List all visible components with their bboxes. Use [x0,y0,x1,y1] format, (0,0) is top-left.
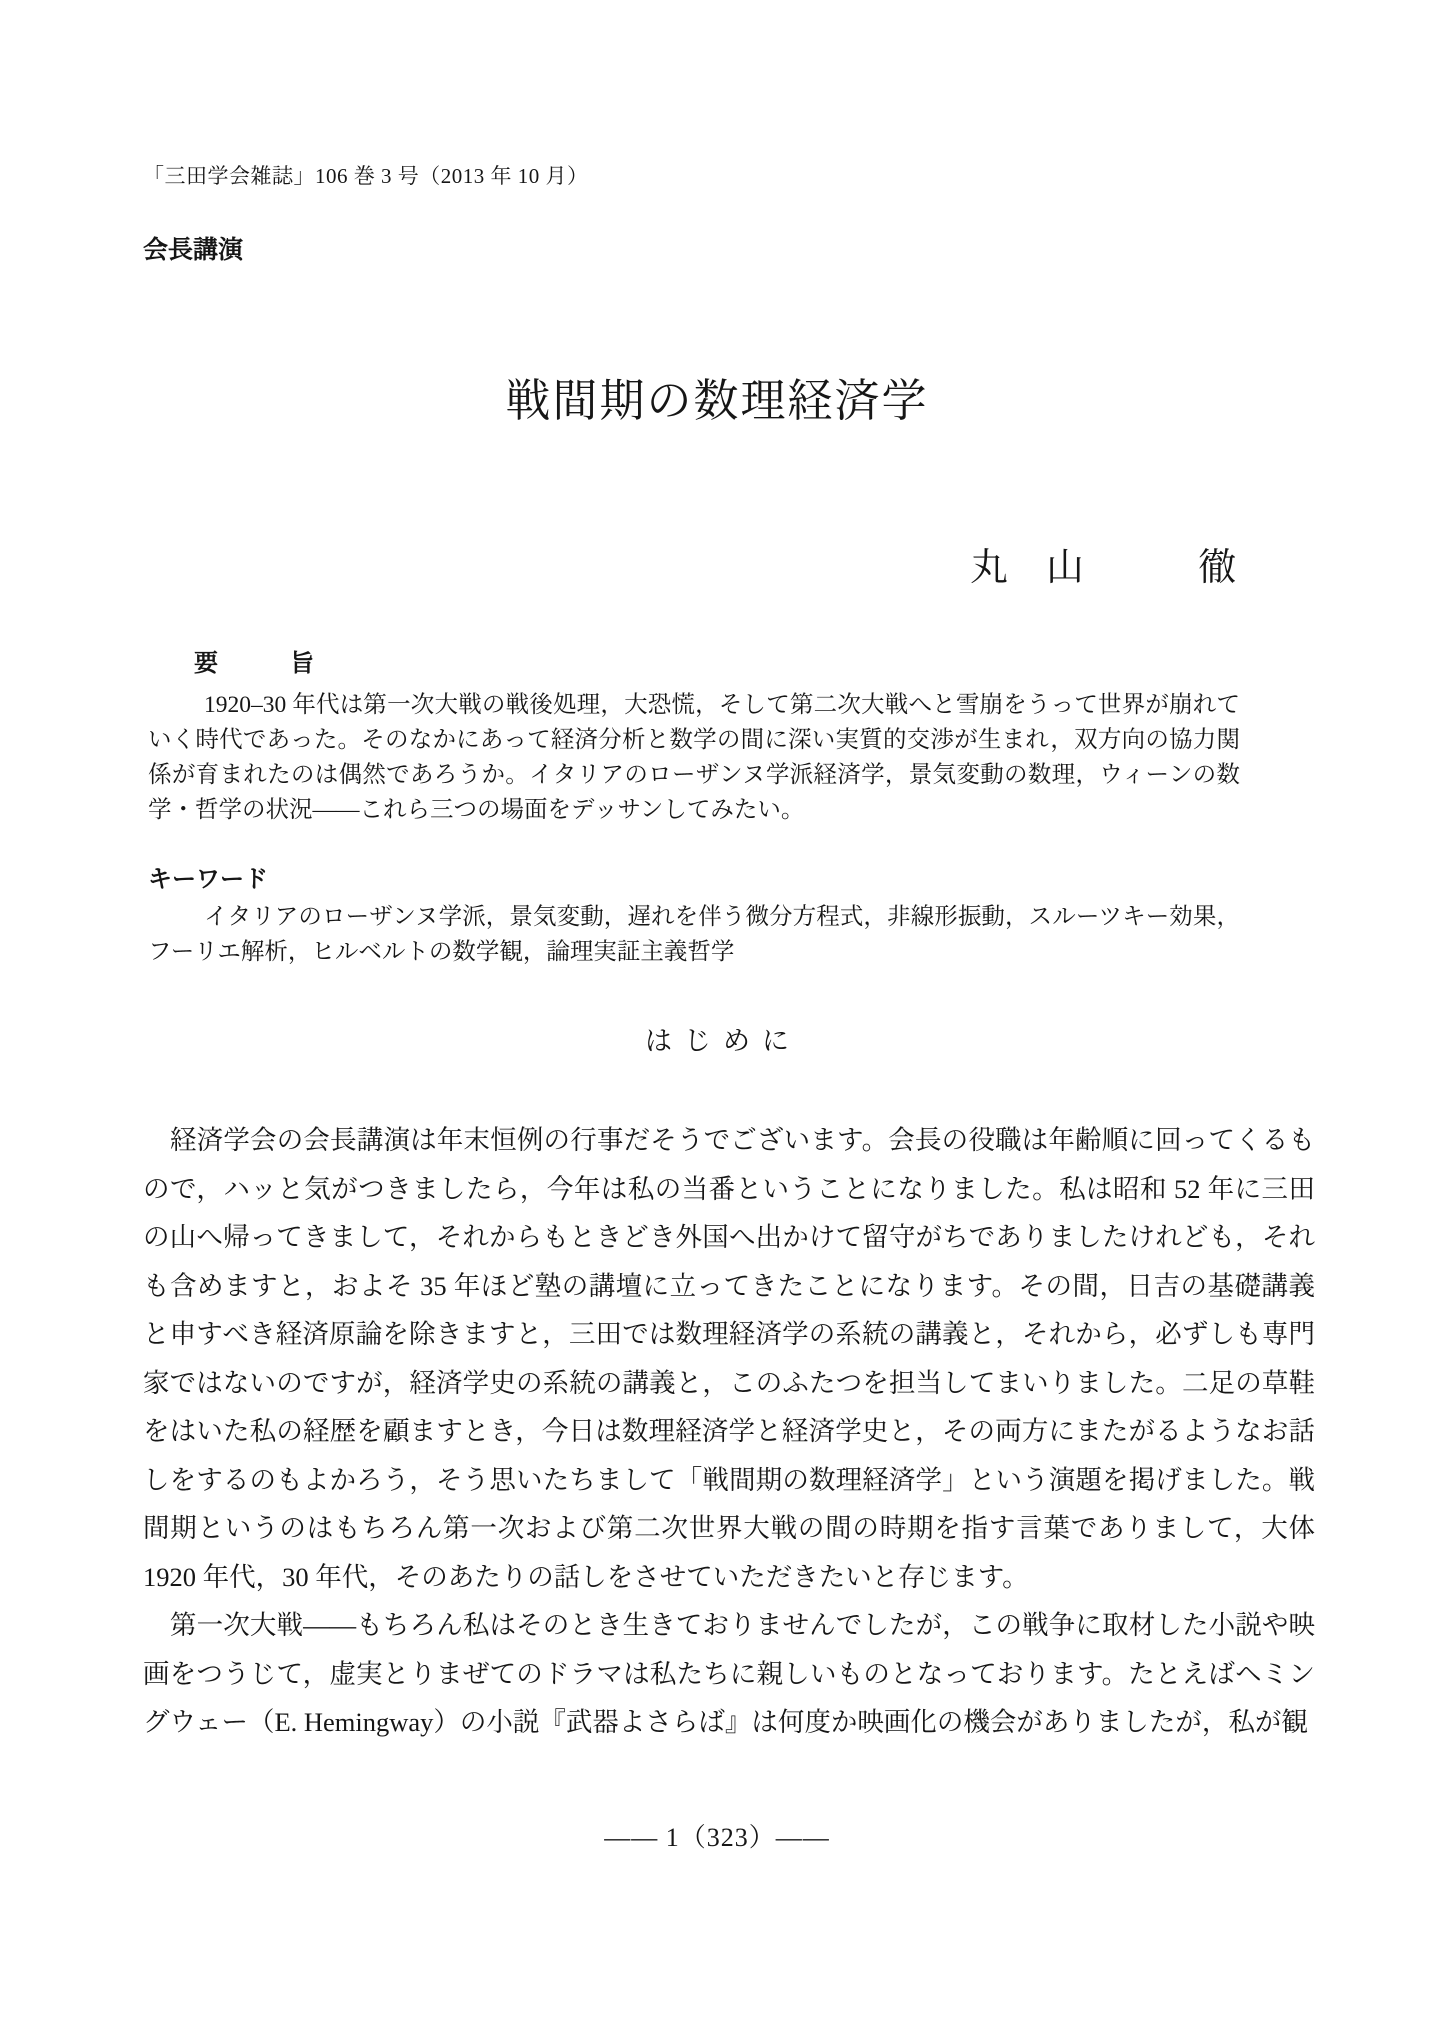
abstract-text: 1920–30 年代は第一次大戦の戦後処理，大恐慌，そして第二次大戦へと雪崩をうって世界が崩れていく時代であった。そのなかにあって経済分析と数学の間に深い実質的交渉が生まれ，双方向の協力関係が育まれたのは偶然であろうか。イタリアのローザンヌ学派経済学，景気変動の数理，ウィーンの数学・哲学の状況——これら三つの場面をデッサンしてみたい。 [148,692,1240,823]
body-paragraph-1: 経済学会の会長講演は年末恒例の行事だそうでございます。会長の役職は年齢順に回ってくるもので，ハッと気がつきましたら，今年は私の当番ということになりました。私は昭和 52 年に三田の山へ帰ってきまして，それからもときどき外国へ出かけて留守がちでありましたけれども，それも含めますと，およそ 35 年ほど塾の講壇に立ってきたことになります。その間，日吉の基礎講義と申すべき経済原論を除きますと，三田では数理経済学の系統の講義と，それから，必ずしも専門家ではないのですが，経済学史の系統の講義と，このふたつを担当してまいりました。二足の草鞋をはいた私の経歴を顧ますとき，今日は数理経済学と経済学史と，その両方にまたがるようなお話しをするのもよかろう，そう思いたちまして「戦間期の数理経済学」という演題を掲げました。戦間期というのはもちろん第一次および第二次世界大戦の間の時期を指す言葉でありまして，大体 1920 年代，30 年代，そのあたりの話しをさせていただきたいと存じます。 [143,1125,1315,1592]
body-paragraph-2: 第一次大戦——もちろん私はそのとき生きておりませんでしたが，この戦争に取材した小説や映画をつうじて，虚実とりまぜてのドラマは私たちに親しいものとなっております。たとえばヘミングウェー（E. Hemingway）の小説『武器よさらば』は何度か映画化の機会がありましたが，私が観 [143,1610,1315,1737]
keywords-section [148,866,1240,970]
paper-title: 戦間期の数理経済学 [505,376,929,426]
section-heading-introduction: はじめに [645,1026,801,1056]
abstract-section [148,650,1240,828]
lecture-type-label: 会長講演 [143,236,244,264]
keywords-heading: キーワード [148,866,268,893]
journal-issue-line: 「三田学会雑誌」106 巻 3 号（2013 年 10 月） [143,164,589,188]
page-number: —— 1（323）—— [604,1823,830,1852]
abstract-heading: 要 旨 [194,650,314,677]
body-text [143,1116,1315,1747]
keywords-text: イタリアのローザンヌ学派，景気変動，遅れを伴う微分方程式，非線形振動，スルーツキー効果，フーリエ解析，ヒルベルトの数学観，論理実証主義哲学 [148,904,1240,965]
author-name: 丸 山 徹 [969,547,1236,589]
